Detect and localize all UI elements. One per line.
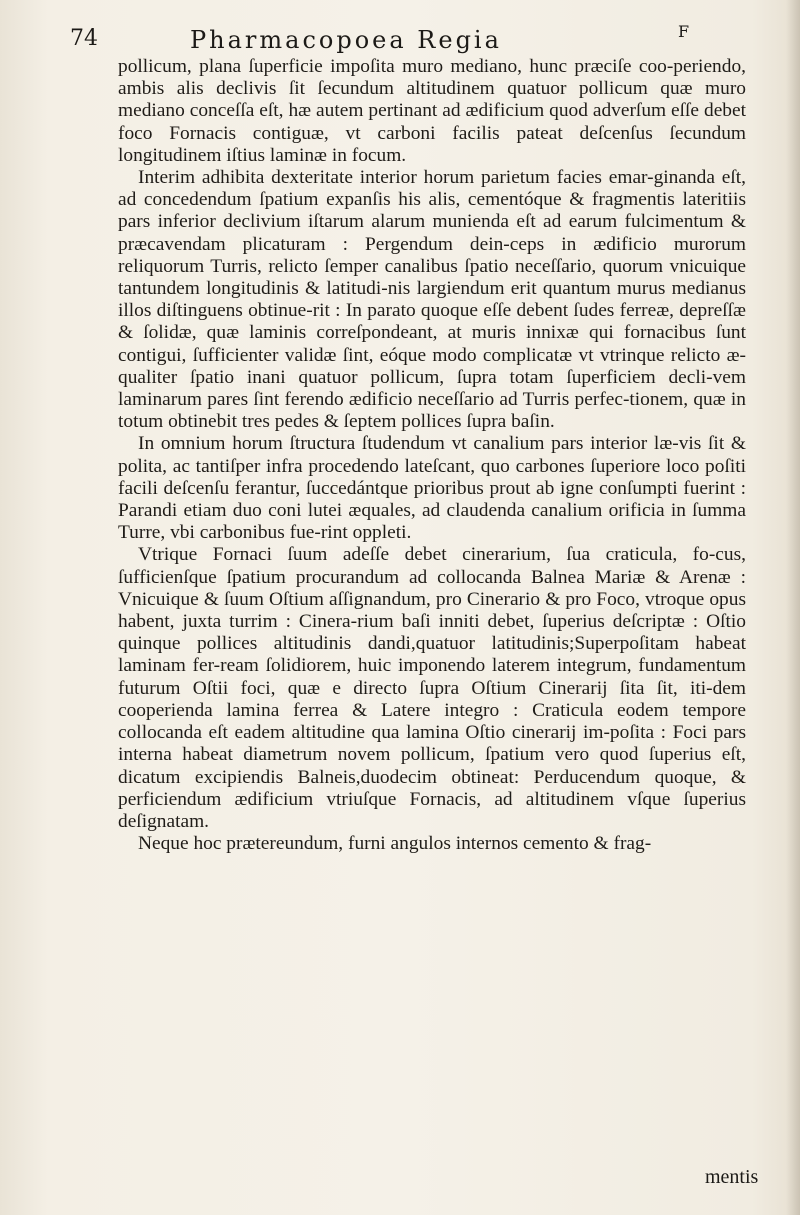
page-number: 74 [70,26,98,51]
corner-mark: F [678,22,690,41]
catchword: mentis [705,1166,759,1188]
paragraph-continuation: pollicum, plana ſuperficie impoſita muro mediano, hunc præciſe coo-periendo, ambis alis declivis ſit ſecundum altitudinem quatuor pollicum quæ muro mediano conceſſa eſt, hæ autem pertinant ad ædificium quod adverſum eſſe debet foco Fornacis contiguæ, vt carboni facilis pateat deſcenſus ſecundum longitudinem iſtius laminæ in focum. [118,56,746,166]
running-title: Pharmacopoea Regia [190,26,502,54]
page-header [70,20,710,54]
paragraph-vtrique: Vtrique Fornaci ſuum adeſſe debet cinerarium, ſua craticula, fo-cus, ſufficienſque ſpatium procurandum ad collocanda Balnea Mariæ & Arenæ : Vnicuique & ſuum Oſtium aſſignandum, pro Cinerario & pro Foco, vtroque opus habent, juxta turrim : Cinera-rium baſi inniti debet, ſuperius deſcriptæ : Oſtio quinque pollices altitudinis dandi,quatuor latitudinis;Superpoſitam habeat laminam fer-ream ſolidiorem, huic imponendo laterem integrum, fundamentum futurum Oſtii foci, quæ e directo ſupra Oſtium Cinerarij ſita ſit, iti-dem cooperienda lamina ferrea & Latere integro : Craticula eodem tempore collocanda eſt eadem altitudine qua lamina Oſtio cinerarij im-poſita : Foci pars interna habeat diametrum novem pollicum, ſpatium vero quod ſuperius eſt, dicatum excipiendis Balneis,duodecim obtineat: Perducendum quoque, & perficiendum ædificium vtriuſque Fornacis, ad altitudinem vſque ſuperius deſignatam. [118,544,746,832]
page-edge-shadow [786,0,800,1215]
paragraph-neque: Neque hoc prætereundum, furni angulos internos cemento & frag- [138,833,652,855]
paragraph-in-omnium: In omnium horum ſtructura ſtudendum vt canalium pars interior læ-vis ſit & polita, ac tantiſper infra procedendo lateſcant, quo carbones ſuperiore loco poſiti facili deſcenſu ferantur, ſuccedántque prioribus prout ab igne conſumpti fuerint : Parandi etiam duo coni lutei æquales, ad claudenda canalium orificia in ſumma Turre, vbi carbonibus fue-rint oppleti. [118,433,746,544]
body-text [118,56,746,855]
paragraph-interim: Interim adhibita dexteritate interior horum parietum facies emar-ginanda eſt, ad concedendum ſpatium expanſis his alis, cementóque & fragmentis lateritiis pars inferior declivium iſtarum alarum munienda eſt ad earum fulcimentum & præcavendam plicaturam : Pergendum dein-ceps in ædificio murorum reliquorum Turris, relicto ſemper canalibus ſpatio neceſſario, quorum vnicuique tantundem longitudinis & latitudi-nis largiendum erit quantum murus medianus illos diſtinguens obtinue-rit : In parato quoque eſſe debent ſudes ferreæ, depreſſæ & ſolidæ, quæ laminis correſpondeant, at muris innixæ qui fornacibus ſunt contigui, ſufficienter validæ ſint, eóque modo complicatæ vt vtrinque relicto æ-qualiter ſpatio inani quatuor pollicum, ſupra totam ſuperficiem decli-vem laminarum pares ſint ferendo ædificio neceſſario ad Turris perfec-tionem, quæ in totum obtinebit tres pedes & ſeptem pollices ſupra baſin. [118,167,746,433]
